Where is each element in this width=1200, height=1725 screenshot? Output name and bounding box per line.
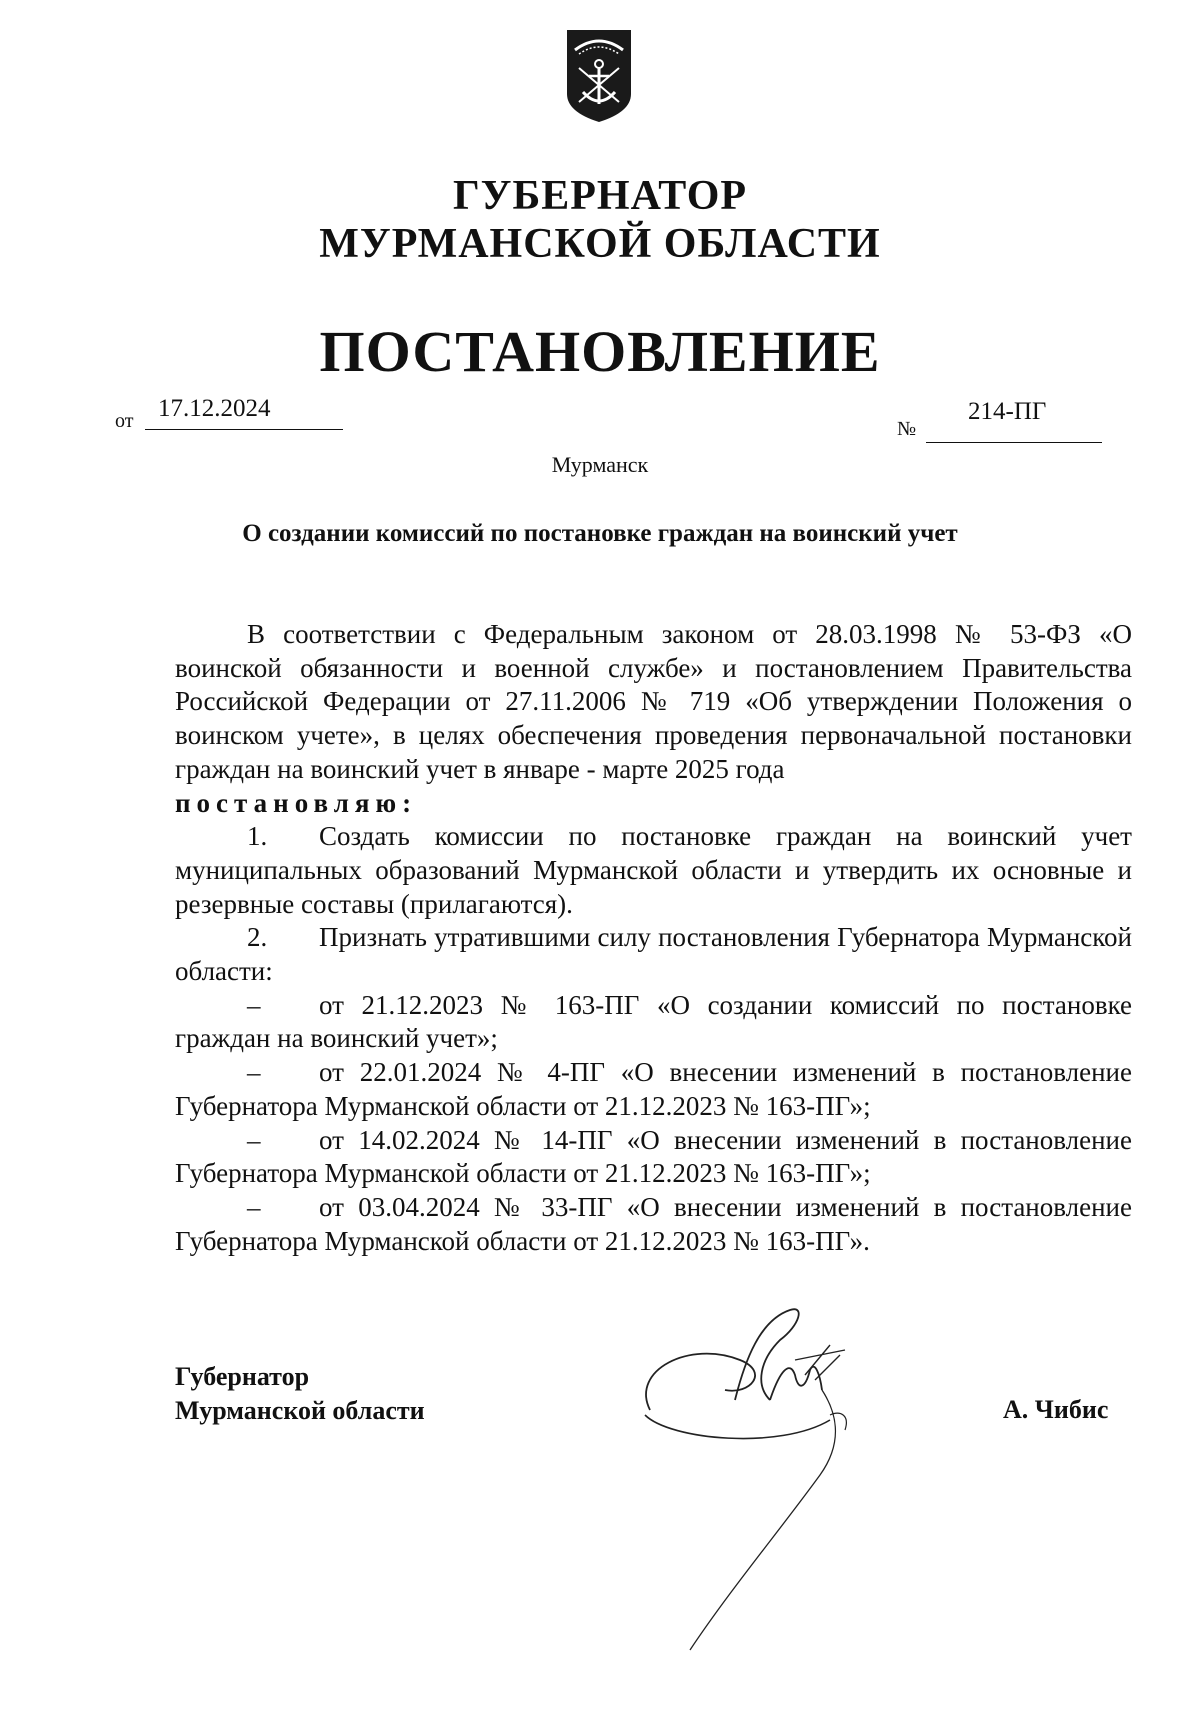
dash-marker: – [247,1057,261,1088]
document-type-title: ПОСТАНОВЛЕНИЕ [319,319,881,384]
coat-of-arms-emblem [565,28,633,124]
org-title-line1: ГУБЕРНАТОР [452,173,748,219]
list-item [175,820,1132,921]
sub-item-text: от 22.01.2024 № 4-ПГ «О внесении изменений в постановление Губернатора Мурманской области от 21.12.2023 № 163-ПГ»; [175,1057,1132,1121]
signatory-name: А. Чибис [1003,1395,1109,1424]
dash-marker: – [247,1124,261,1155]
item-text: Признать утратившими силу постановления Губернатора Мурманской области: [175,922,1132,987]
org-title-line2: МУРМАНСКОЙ ОБЛАСТИ [319,221,881,267]
number-underline [926,442,1102,443]
date-prefix: от [115,410,134,432]
decree-word: постановляю: [175,787,418,818]
sub-list-item [175,1124,1132,1191]
signatory-position-line1: Губернатор [175,1362,310,1391]
item-text: Создать комиссии по постановке граждан на воинский учет муниципальных образований Мурманской области и утвердить их основные и резервные составы (прилагаются). [175,821,1132,919]
sub-item-text: от 21.12.2023 № 163-ПГ «О создании комиссий по постановке граждан на воинский учет»; [175,989,1132,1054]
date-underline [145,429,343,430]
document-body [175,618,1132,1258]
signatory-position-line2: Мурманской области [175,1396,425,1425]
sub-list-item [175,989,1132,1056]
city: Мурманск [551,452,649,477]
item-number: 1. [247,821,268,852]
preamble: В соответствии с Федеральным законом от 28.03.1998 № 53-ФЗ «О воинской обязанности и военной службе» и постановлением Правительства Российской Федерации от 27.11.2006 № 719 «Об утверждении Положения о воинском учете», в целях обеспечения проведения первоначальной постановки граждан на воинский учет в январе - марте 2025 года [175,619,1132,784]
item-number: 2. [247,922,268,953]
document-number: 214-ПГ [968,398,1047,425]
handwritten-signature [630,1300,930,1670]
document-subject: О создании комиссий по постановке граждан на воинский учет [242,520,958,547]
dash-marker: – [247,1191,261,1222]
number-prefix: № [897,418,917,440]
sub-list-item [175,1056,1132,1123]
list-item [175,921,1132,988]
signatory-position [175,1360,425,1428]
document-date: 17.12.2024 [158,395,271,422]
sub-list-item [175,1191,1132,1258]
sub-item-text: от 03.04.2024 № 33-ПГ «О внесении изменений в постановление Губернатора Мурманской области от 21.12.2023 № 163-ПГ». [175,1191,1132,1256]
dash-marker: – [247,989,261,1020]
sub-item-text: от 14.02.2024 № 14-ПГ «О внесении изменений в постановление Губернатора Мурманской области от 21.12.2023 № 163-ПГ»; [175,1124,1132,1189]
